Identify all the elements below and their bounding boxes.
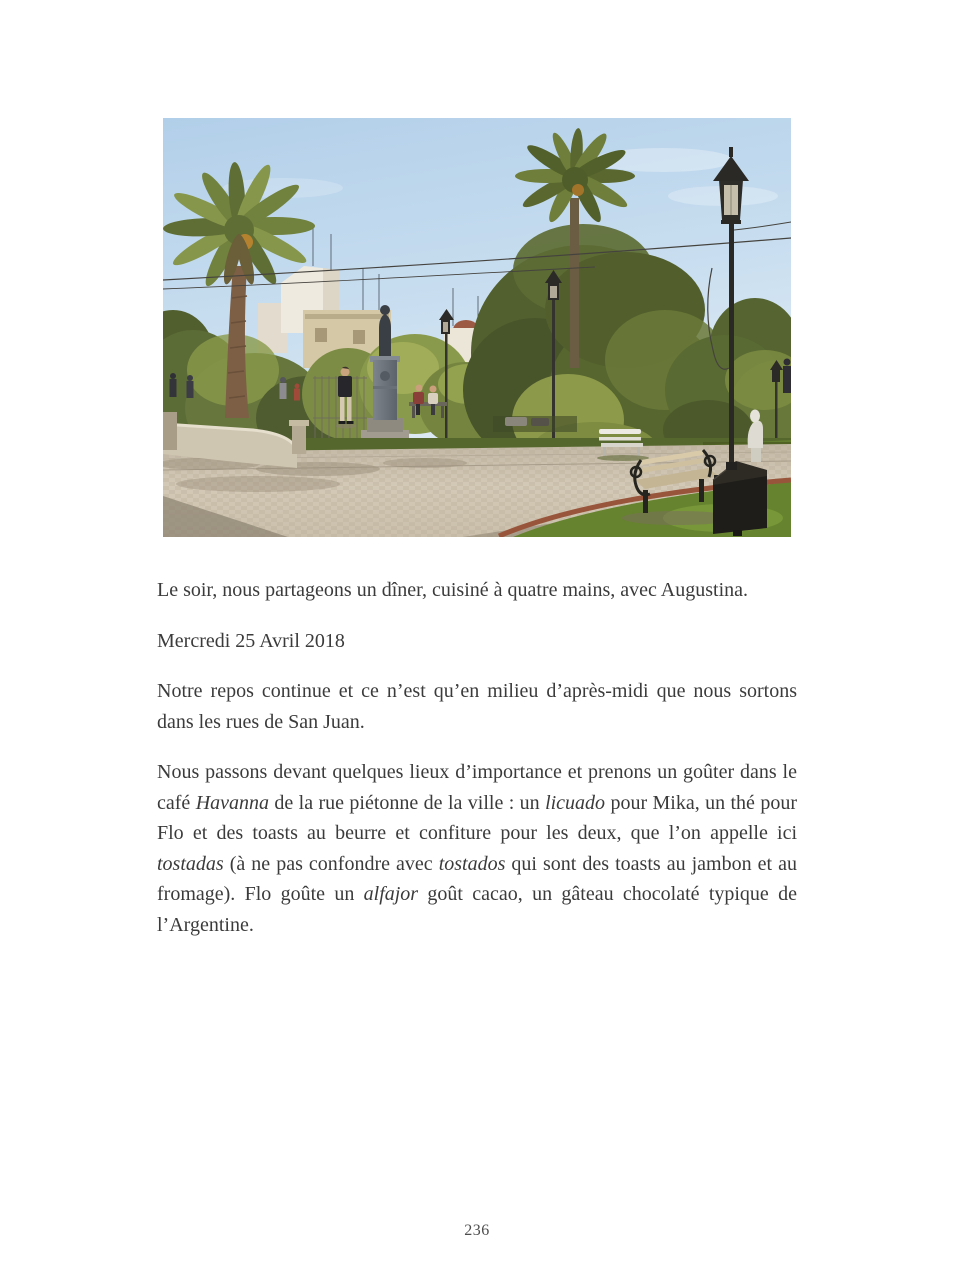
- paragraph: [157, 757, 797, 940]
- paragraph: [157, 575, 797, 606]
- text-run: Nous passons devant quelques lieux d’importance et prenons un goûter dans le café: [157, 761, 797, 814]
- text-run: Mercredi 25 Avril 2018: [157, 629, 345, 652]
- text-run: (à ne pas confondre avec: [223, 852, 439, 875]
- parked-cars: [493, 416, 577, 432]
- italic-text: Havanna: [195, 791, 270, 814]
- paragraph: [157, 676, 797, 737]
- text-run: de la rue piétonne de la ville : un: [269, 791, 546, 814]
- text-run: qui sont des toasts au jambon et au fromage). Flo goûte un: [157, 852, 797, 905]
- paragraph: [157, 626, 797, 657]
- italic-text: alfajor: [363, 883, 419, 905]
- text-run: Le soir, nous partageons un dîner, cuisiné à quatre mains, avec Augustina.: [157, 579, 749, 601]
- plaza-photo-graphic: [163, 118, 791, 537]
- italic-text: tostadas: [157, 852, 224, 875]
- text-run: goût cacao, un gâteau chocolaté typique de l’Argentine.: [157, 883, 797, 936]
- text-run: pour Mika, un thé pour Flo et des toasts au beurre et confiture pour les deux, que l’on appelle ici: [157, 791, 797, 844]
- italic-text: licuado: [545, 791, 606, 814]
- page-number: 236: [464, 1222, 490, 1239]
- plaza-photo: [163, 118, 791, 537]
- text-run: Notre repos continue et ce n’est qu’en milieu d’après-midi que nous sortons dans les rues de San Juan.: [157, 680, 797, 733]
- person-right-edge: [783, 359, 791, 394]
- italic-text: tostados: [438, 852, 506, 875]
- text-block: [157, 575, 797, 960]
